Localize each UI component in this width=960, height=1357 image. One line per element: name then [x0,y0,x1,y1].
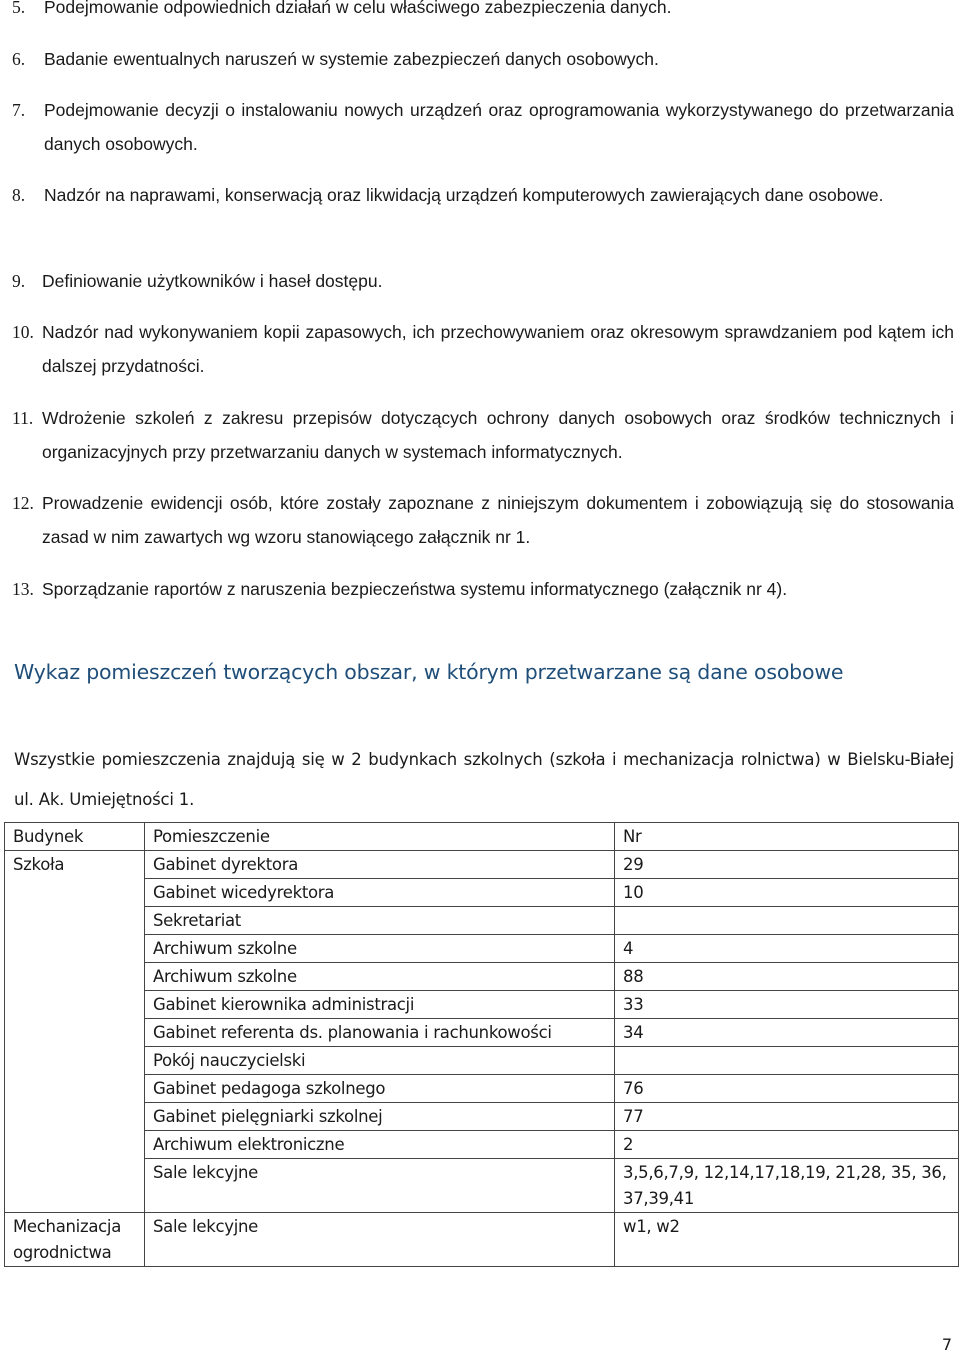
table-row [5,1075,959,1103]
table-row [5,963,959,991]
cell-number: 2 [615,1131,959,1159]
cell-room: Archiwum szkolne [145,963,615,991]
list-number: 8. [12,185,26,205]
list-text: Nadzór nad wykonywaniem kopii zapasowych, ich przechowywaniem oraz okresowym sprawdzaniem pod kątem ich dalszej przydatności. [42,322,954,376]
list-text: Definiowanie użytkowników i haseł dostępu. [42,271,383,291]
cell-number: 4 [615,935,959,963]
list-item [12,315,954,383]
list-number: 12. [12,493,34,513]
cell-number [615,1047,959,1075]
cell-building [5,879,145,907]
cell-room: Gabinet pielęgniarki szkolnej [145,1103,615,1131]
list-item [12,572,954,606]
header-room: Pomieszczenie [145,823,615,851]
table-row [5,1047,959,1075]
list-item [12,486,954,554]
cell-building [5,1019,145,1047]
list-number: 5. [12,0,26,17]
list-number: 6. [12,49,26,69]
list-item [12,401,954,469]
list-number: 13. [12,579,34,599]
cell-number: 29 [615,851,959,879]
table-row [5,1103,959,1131]
list-text: Wdrożenie szkoleń z zakresu przepisów dotyczących ochrony danych osobowych oraz środków technicznych i organizacyjnych przy przetwarzaniu danych w systemach informatycznych. [42,408,954,462]
list-item [12,42,954,76]
cell-building [5,963,145,991]
cell-number [615,907,959,935]
cell-building [5,1131,145,1159]
cell-room: Sekretariat [145,907,615,935]
header-building: Budynek [5,823,145,851]
table-row [5,907,959,935]
cell-number: 10 [615,879,959,907]
cell-building [5,991,145,1019]
cell-building [5,907,145,935]
cell-room: Gabinet dyrektora [145,851,615,879]
table-row [5,1213,959,1267]
cell-building [5,1075,145,1103]
table-row [5,851,959,879]
cell-room: Pokój nauczycielski [145,1047,615,1075]
list-item [12,264,954,298]
cell-number: 77 [615,1103,959,1131]
page-number: 7 [941,1335,952,1354]
cell-number: 88 [615,963,959,991]
list-number: 10. [12,322,34,342]
list-item [12,93,954,161]
cell-building [5,1103,145,1131]
cell-building: Szkoła [5,851,145,879]
cell-number: 34 [615,1019,959,1047]
list-text: Badanie ewentualnych naruszeń w systemie zabezpieczeń danych osobowych. [44,49,659,69]
list-text: Podejmowanie odpowiednich działań w celu właściwego zabezpieczenia danych. [44,0,672,17]
cell-room: Gabinet pedagoga szkolnego [145,1075,615,1103]
cell-number: 33 [615,991,959,1019]
list-number: 7. [12,100,26,120]
list-number: 11. [12,408,34,428]
table-body [5,851,959,1267]
cell-number: w1, w2 [615,1213,959,1267]
cell-building [5,1159,145,1213]
section-title: Wykaz pomieszczeń tworzących obszar, w którym przetwarzane są dane osobowe [14,660,844,684]
list-text: Podejmowanie decyzji o instalowaniu nowych urządzeń oraz oprogramowania wykorzystywanego do przetwarzania danych osobowych. [44,100,954,154]
cell-room: Sale lekcyjne [145,1213,615,1267]
table-header-row [5,823,959,851]
cell-room: Archiwum elektroniczne [145,1131,615,1159]
header-number: Nr [615,823,959,851]
cell-number: 3,5,6,7,9, 12,14,17,18,19, 21,28, 35, 36, 37,39,41 [615,1159,959,1213]
list-text: Nadzór na naprawami, konserwacją oraz likwidacją urządzeń komputerowych zawierających dane osobowe. [44,185,884,205]
intro-paragraph: Wszystkie pomieszczenia znajdują się w 2 budynkach szkolnych (szkoła i mechanizacja rolnictwa) w Bielsku-Białej ul. Ak. Umiejętności 1. [14,750,954,809]
cell-room: Archiwum szkolne [145,935,615,963]
cell-building: Mechanizacja ogrodnictwa [5,1213,145,1267]
cell-room: Sale lekcyjne [145,1159,615,1213]
cell-room: Gabinet kierownika administracji [145,991,615,1019]
list-number: 9. [12,271,26,291]
table-row [5,1019,959,1047]
list-item [12,0,954,24]
cell-building [5,1047,145,1075]
table-row [5,935,959,963]
cell-building [5,935,145,963]
table-row [5,1159,959,1213]
table-row [5,879,959,907]
table-row [5,991,959,1019]
rooms-table [4,822,959,1267]
table-row [5,1131,959,1159]
cell-room: Gabinet wicedyrektora [145,879,615,907]
list-text: Prowadzenie ewidencji osób, które zostały zapoznane z niniejszym dokumentem i zobowiązują się do stosowania zasad w nim zawartych wg wzoru stanowiącego załącznik nr 1. [42,493,954,547]
cell-room: Gabinet referenta ds. planowania i rachunkowości [145,1019,615,1047]
list-item [12,178,954,212]
list-text: Sporządzanie raportów z naruszenia bezpieczeństwa systemu informatycznego (załącznik nr 4). [42,579,788,599]
cell-number: 76 [615,1075,959,1103]
